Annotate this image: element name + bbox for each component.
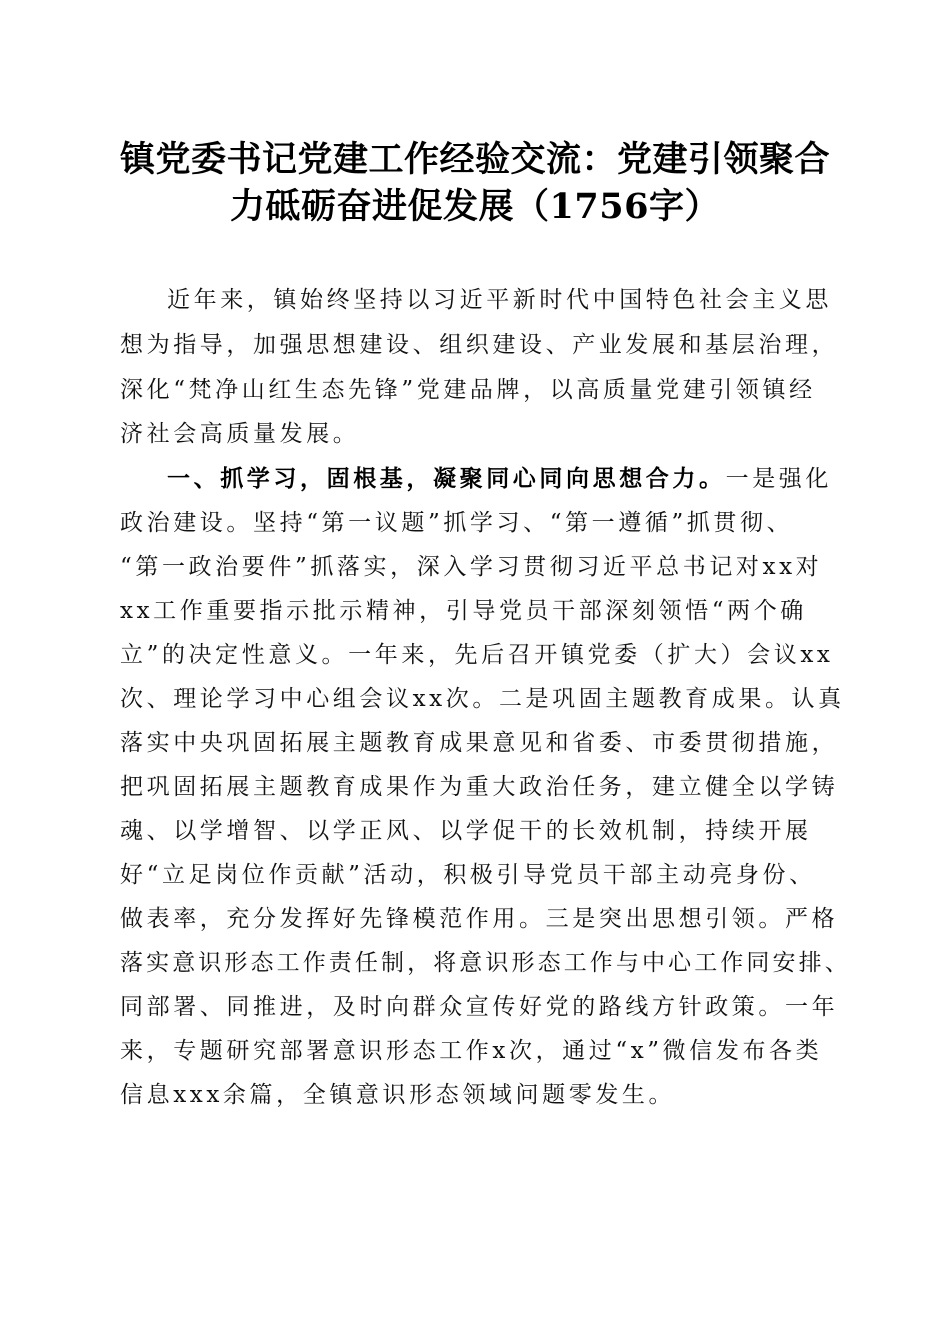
paragraph-2-line: 立”的决定性意义。一年来，先后召开镇党委（扩大）会议xx (120, 642, 834, 668)
title-line-1: 镇党委书记党建工作经验交流：党建引领聚合 (119, 139, 830, 180)
paragraph-1-line: 深化“梵净山红生态先锋”党建品牌，以高质量党建引领镇经 (120, 377, 816, 403)
paragraph-2-line: 做表率，充分发挥好先锋模范作用。三是突出思想引领。严格 (120, 906, 839, 932)
paragraph-1-line: 想为指导，加强思想建设、组织建设、产业发展和基层治理， (120, 332, 839, 358)
title-line-2: 力砥砺奋进促发展（1756字） (230, 186, 720, 227)
section-heading-continuation: 一是强化 (725, 466, 833, 492)
paragraph-2-line: 次、理论学习中心组会议xx次。二是巩固主题教育成果。认真 (120, 686, 845, 712)
document-title (110, 136, 840, 230)
paragraph-2-line: 同部署、同推进，及时向群众宣传好党的路线方针政策。一年 (120, 994, 839, 1020)
paragraph-2-line: 好“立足岗位作贡献”活动，积极引导党员干部主动亮身份、 (120, 862, 816, 888)
section-heading: 一、抓学习，固根基，凝聚同心同向思想合力。 (167, 465, 726, 492)
paragraph-2-line: 政治建设。坚持“第一议题”抓学习、“第一遵循”抓贯彻、 (120, 510, 794, 536)
paragraph-2-line: 落实意识形态工作责任制，将意识形态工作与中心工作同安排、 (120, 950, 851, 976)
paragraph-2-line: 信息xxx余篇，全镇意识形态领域问题零发生。 (120, 1082, 676, 1108)
paragraph-1-line: 近年来，镇始终坚持以习近平新时代中国特色社会主义思 (167, 287, 832, 313)
paragraph-2-line: 魂、以学增智、以学正风、以学促干的长效机制，持续开展 (120, 818, 812, 844)
paragraph-2-line: 来，专题研究部署意识形态工作x次，通过“x”微信发布各类 (120, 1038, 823, 1064)
paragraph-1-line: 济社会高质量发展。 (120, 421, 360, 447)
paragraph-2-line: 落实中央巩固拓展主题教育成果意见和省委、市委贯彻措施， (120, 730, 839, 756)
paragraph-2-line: “第一政治要件”抓落实，深入学习贯彻习近平总书记对xx对 (120, 554, 823, 580)
paragraph-2-line: 把巩固拓展主题教育成果作为重大政治任务，建立健全以学铸 (120, 774, 839, 800)
paragraph-2-line: xx工作重要指示批示精神，引导党员干部深刻领悟“两个确 (120, 598, 807, 624)
paragraph-2-first-line (167, 464, 832, 494)
